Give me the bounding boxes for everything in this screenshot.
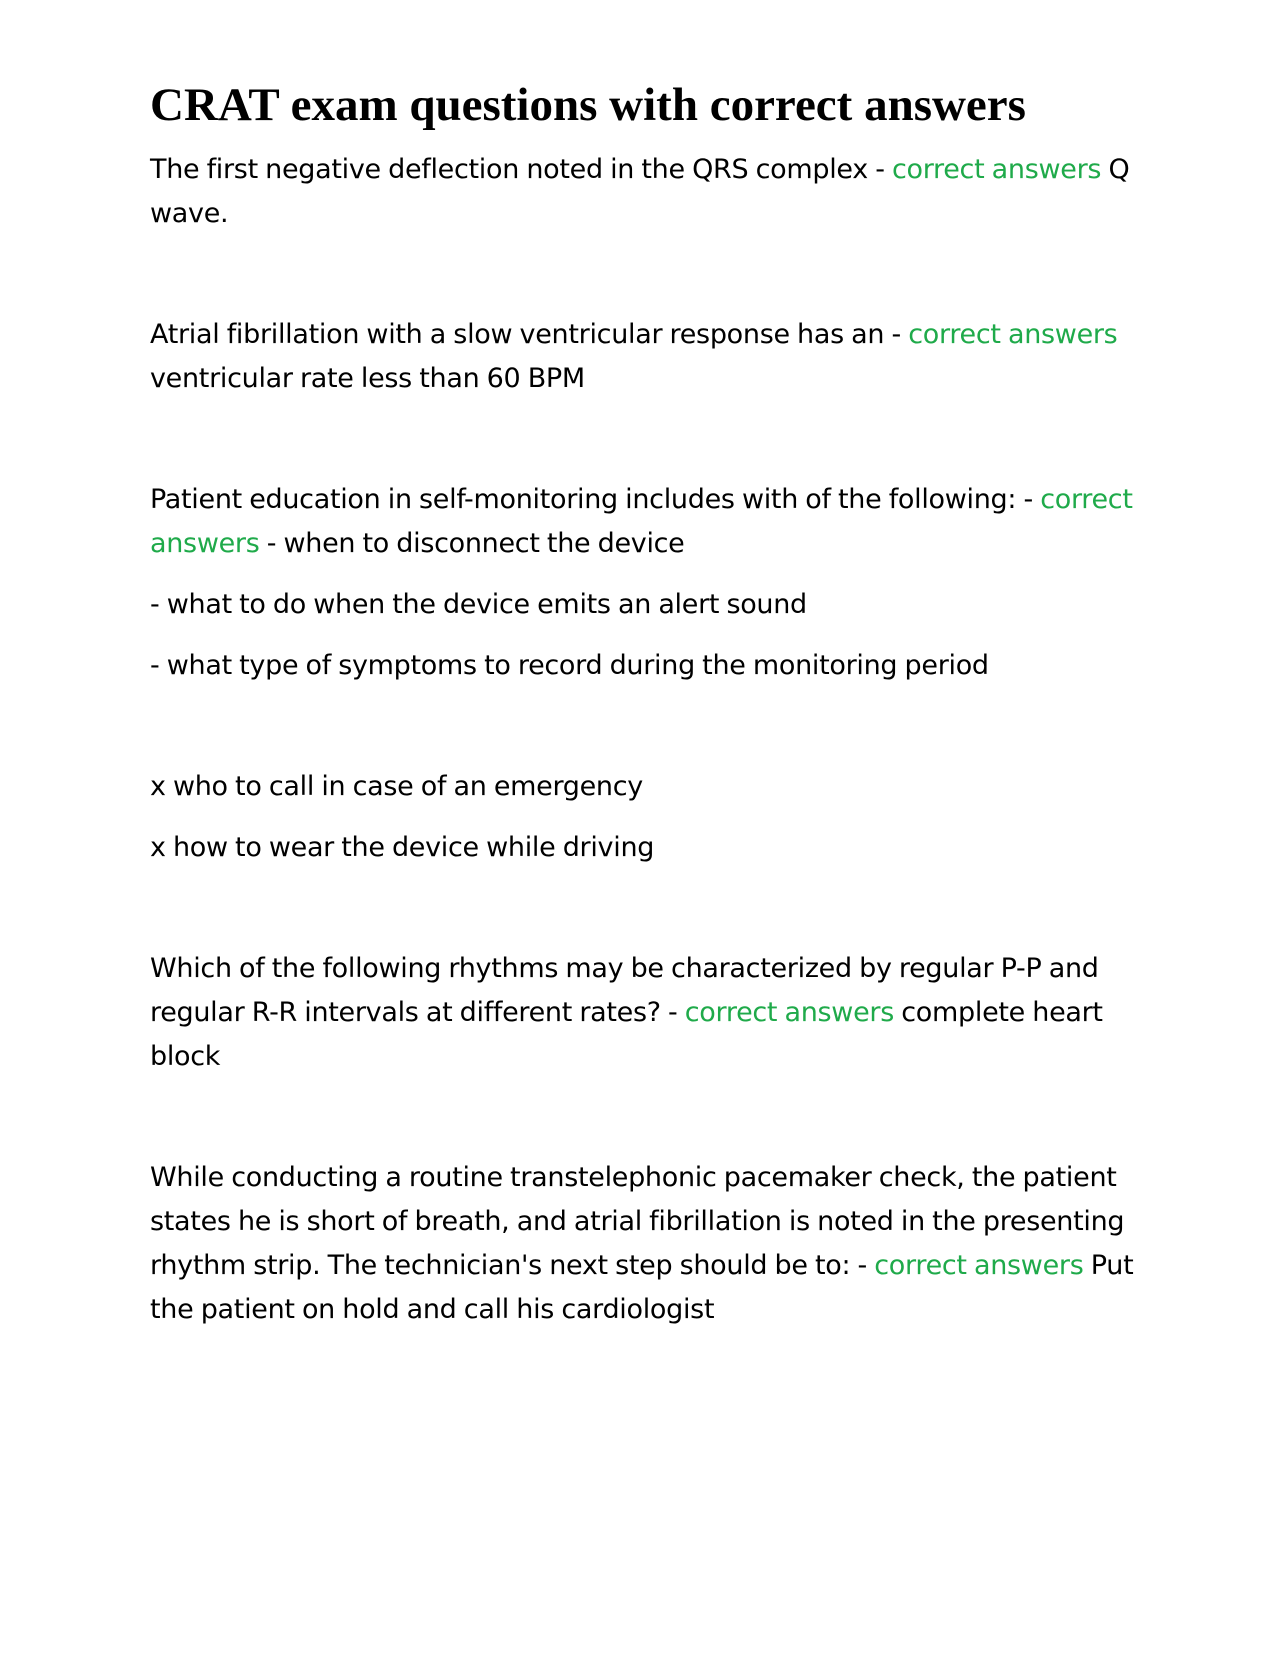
question-5 [150,1156,1140,1332]
question-3 [150,478,1140,566]
answer-marker: correct answers [150,484,1133,559]
question-text: While conducting a routine transtelephonic pacemaker check, the patient states he is short of breath, and atrial fibrillation is noted in the presenting rhythm strip. The technician's next step should be to: - [150,1162,1125,1281]
question-4 [150,947,1140,1079]
question-text: The first negative deflection noted in the QRS complex - [150,154,892,185]
answer-text: complete heart block [150,997,1103,1072]
question-1 [150,148,1140,236]
answer-line: - what to do when the device emits an alert sound [150,589,807,620]
question-text: Atrial fibrillation with a slow ventricular response has an - [150,319,909,350]
answer-text: Put the patient on hold and call his cardiologist [150,1250,1134,1325]
page-title: CRAT exam questions with correct answers [150,79,1026,131]
answer-marker: correct answers [908,319,1118,350]
answer-line: x who to call in case of an emergency [150,771,643,802]
answer-text: ventricular rate less than 60 BPM [150,363,585,394]
question-text: Which of the following rhythms may be characterized by regular P-P and regular R-R intervals at different rates? - [150,953,1099,1028]
question-text: Patient education in self-monitoring includes with of the following: - [150,484,1041,515]
answer-text: Q wave. [150,154,1130,229]
answer-line: - what type of symptoms to record during the monitoring period [150,650,989,681]
answer-line: x how to wear the device while driving [150,832,655,863]
answer-marker: correct answers [684,997,894,1028]
answer-marker: correct answers [891,154,1102,185]
answer-marker: correct answers [874,1250,1084,1281]
document-page [150,72,1140,1332]
answer-text: - when to disconnect the device [259,528,685,559]
question-2 [150,313,1140,401]
